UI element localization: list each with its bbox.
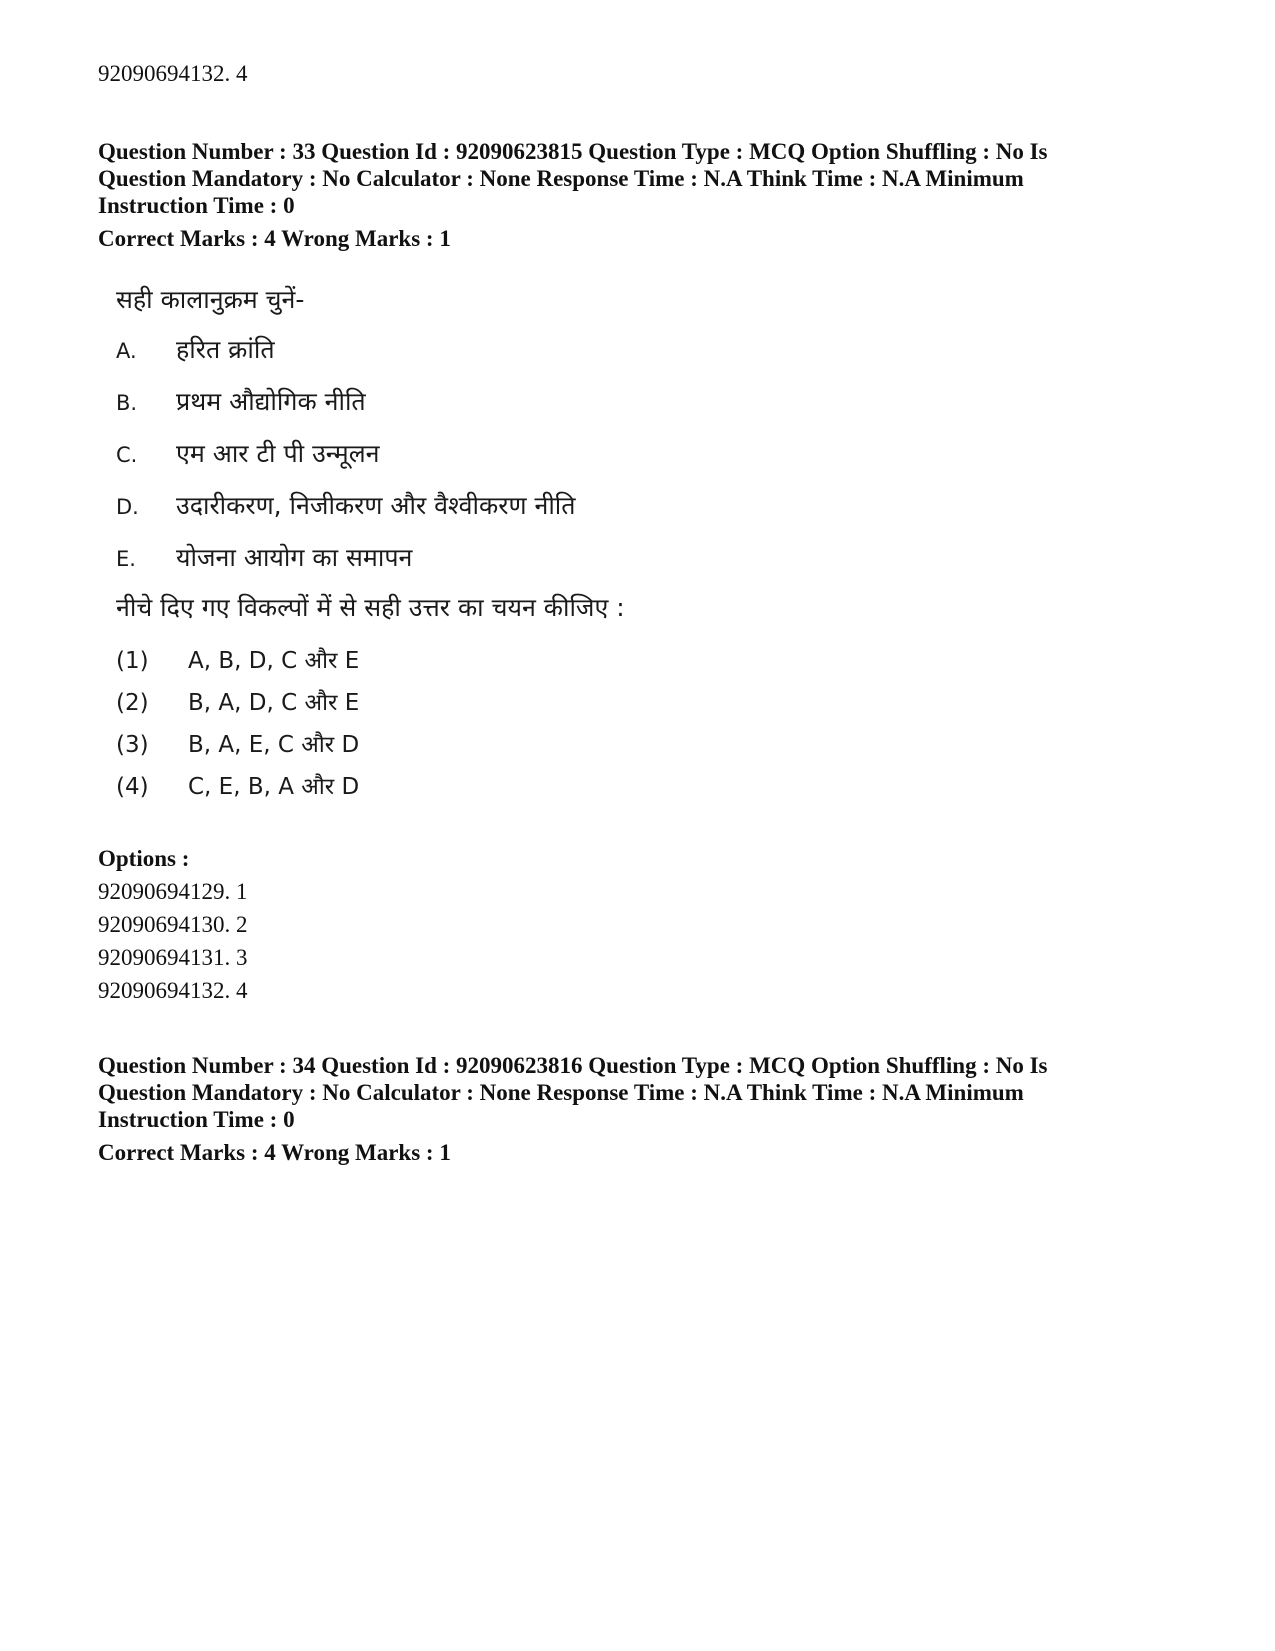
q34-header-line-3: Instruction Time : 0 — [98, 1107, 295, 1132]
q33-statement-b — [116, 386, 366, 419]
q33-question-image — [108, 284, 668, 844]
choice-text: A, B, D, C और E — [188, 648, 360, 674]
q33-options-label: Options : — [98, 846, 190, 871]
statement-text: एम आर टी पी उन्मूलन — [176, 439, 380, 468]
q33-statement-d — [116, 490, 576, 523]
q34-header-line-1: Question Number : 34 Question Id : 92090623816 Question Type : MCQ Option Shuffling : No Is — [98, 1053, 1048, 1078]
statement-text: प्रथम औद्योगिक नीति — [176, 387, 366, 416]
statement-text: योजना आयोग का समापन — [176, 543, 413, 572]
statement-letter: D. — [116, 495, 139, 519]
q33-choice-2 — [116, 688, 359, 718]
q33-prompt: सही कालानुक्रम चुनें- — [116, 285, 305, 314]
choice-text: C, E, B, A और D — [188, 774, 360, 800]
q33-option-4: 92090694132. 4 — [98, 978, 248, 1003]
statement-letter: E. — [116, 547, 136, 571]
statement-letter: B. — [116, 391, 138, 415]
q33-option-2: 92090694130. 2 — [98, 912, 248, 937]
q34-header-line-2: Question Mandatory : No Calculator : None Response Time : N.A Think Time : N.A Minimum — [98, 1080, 1024, 1105]
statement-letter: A. — [116, 339, 137, 363]
choice-number: (2) — [116, 690, 149, 716]
choice-number: (3) — [116, 732, 149, 758]
q33-choice-3 — [116, 730, 359, 760]
q33-choice-1 — [116, 646, 359, 676]
q33-header-line-2: Question Mandatory : No Calculator : None Response Time : N.A Think Time : N.A Minimum — [98, 166, 1024, 191]
q33-option-1: 92090694129. 1 — [98, 879, 248, 904]
previous-answer-option: 92090694132. 4 — [98, 61, 248, 86]
q33-statement-a — [116, 334, 275, 367]
q33-statement-c — [116, 438, 380, 471]
q34-marks: Correct Marks : 4 Wrong Marks : 1 — [98, 1140, 451, 1165]
choice-text: B, A, D, C और E — [188, 690, 360, 716]
choice-number: (1) — [116, 648, 149, 674]
q33-choice-4 — [116, 772, 359, 802]
statement-letter: C. — [116, 443, 138, 467]
q33-header-line-1: Question Number : 33 Question Id : 92090623815 Question Type : MCQ Option Shuffling : No Is — [98, 139, 1048, 164]
q33-statement-e — [116, 542, 412, 575]
q33-header-line-3: Instruction Time : 0 — [98, 193, 295, 218]
q33-marks: Correct Marks : 4 Wrong Marks : 1 — [98, 226, 451, 251]
choice-text: B, A, E, C और D — [188, 732, 360, 758]
statement-text: हरित क्रांति — [176, 335, 275, 364]
q33-option-3: 92090694131. 3 — [98, 945, 248, 970]
choice-number: (4) — [116, 774, 149, 800]
q33-instruction: नीचे दिए गए विकल्पों में से सही उत्तर का चयन कीजिए : — [116, 593, 625, 622]
statement-text: उदारीकरण, निजीकरण और वैश्वीकरण नीति — [176, 491, 576, 520]
